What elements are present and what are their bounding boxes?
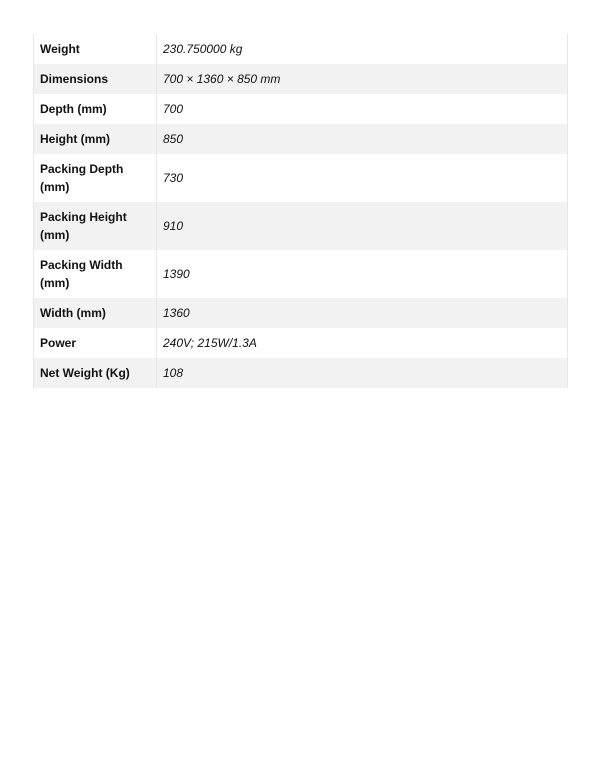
spec-value: 910 bbox=[157, 202, 568, 250]
spec-row-packing-height bbox=[34, 202, 568, 250]
spec-value: 1360 bbox=[157, 298, 568, 328]
spec-label: Dimensions bbox=[34, 64, 157, 94]
specifications-table bbox=[33, 34, 568, 388]
spec-value: 700 bbox=[157, 94, 568, 124]
spec-row-net-weight bbox=[34, 358, 568, 388]
spec-value: 1390 bbox=[157, 250, 568, 298]
spec-value: 700 × 1360 × 850 mm bbox=[157, 64, 568, 94]
spec-row-depth bbox=[34, 94, 568, 124]
spec-row-width bbox=[34, 298, 568, 328]
spec-label: Packing Depth (mm) bbox=[34, 154, 157, 202]
spec-label: Width (mm) bbox=[34, 298, 157, 328]
spec-row-dimensions bbox=[34, 64, 568, 94]
spec-label: Packing Height (mm) bbox=[34, 202, 157, 250]
spec-value: 730 bbox=[157, 154, 568, 202]
spec-label: Height (mm) bbox=[34, 124, 157, 154]
spec-value: 108 bbox=[157, 358, 568, 388]
spec-value: 850 bbox=[157, 124, 568, 154]
spec-label: Power bbox=[34, 328, 157, 358]
spec-row-packing-depth bbox=[34, 154, 568, 202]
spec-label: Depth (mm) bbox=[34, 94, 157, 124]
spec-row-packing-width bbox=[34, 250, 568, 298]
spec-row-weight bbox=[34, 34, 568, 64]
spec-label: Packing Width (mm) bbox=[34, 250, 157, 298]
spec-row-power bbox=[34, 328, 568, 358]
spec-value: 230.750000 kg bbox=[157, 34, 568, 64]
spec-value: 240V; 215W/1.3A bbox=[157, 328, 568, 358]
spec-label: Weight bbox=[34, 34, 157, 64]
spec-label: Net Weight (Kg) bbox=[34, 358, 157, 388]
spec-row-height bbox=[34, 124, 568, 154]
